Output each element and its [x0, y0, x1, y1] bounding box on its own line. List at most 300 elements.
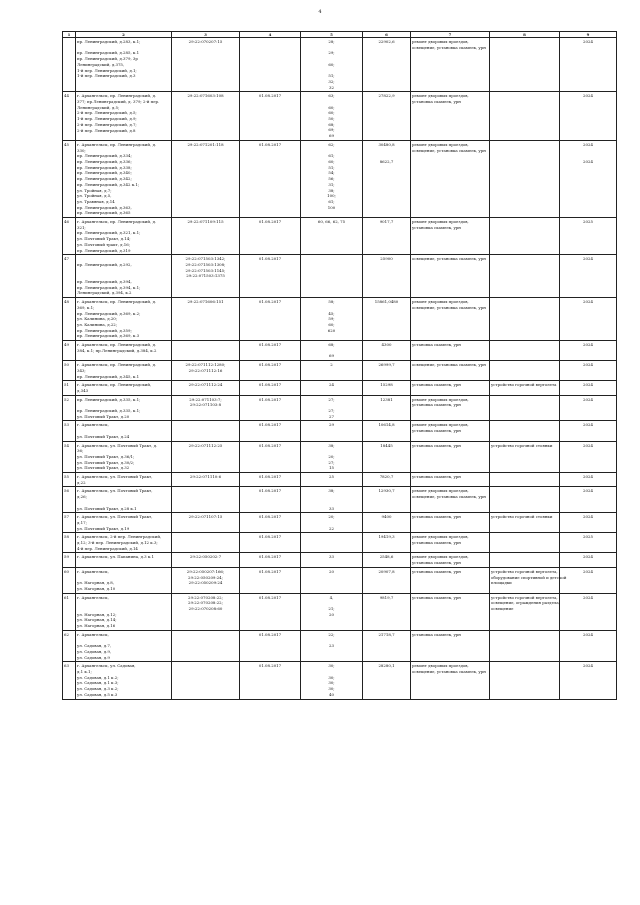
area-cell [363, 361, 411, 381]
area-cell [363, 92, 411, 141]
cell-text: 01.08.2017 [258, 442, 282, 448]
cell-line: пр. Ленинградский, д.319 [77, 247, 131, 253]
cell-line: 2-й пер. Ленинградский, д.5; [77, 110, 137, 116]
cell-line: установка скамеек, урн [412, 224, 461, 230]
cadastral-number-cell [172, 662, 240, 699]
date-cell [240, 533, 301, 553]
year-cell [560, 662, 617, 699]
cadastral-number-cell [172, 513, 240, 533]
cell-line: освещение, установка скамеек, урн [412, 669, 486, 675]
table-row [63, 630, 617, 662]
area-cell [363, 630, 411, 662]
cell-line: ремонт дворовых проездов, [412, 93, 469, 99]
cell-line: освещение [491, 606, 514, 612]
cell-line: 100; [327, 193, 336, 199]
year-cell [560, 593, 617, 630]
additional-works-cell [490, 567, 567, 593]
cell-line: 2024 [583, 141, 593, 147]
cell-line: д.343 [77, 387, 89, 393]
cell-line: 38; [328, 187, 335, 193]
cell-line: пр. Ленинградский, д.363, [77, 204, 132, 210]
additional-works-cell [490, 341, 560, 361]
cell-line: 29:22:071112:24 [188, 382, 223, 388]
date-cell [240, 513, 301, 533]
cell-text: 01.08.2017 [258, 568, 282, 574]
table-row [63, 441, 617, 473]
cell-line: 61; [328, 198, 335, 204]
additional-works-cell [490, 298, 560, 341]
house-count-cell [301, 567, 363, 593]
house-count-cell [301, 341, 363, 361]
cell-line: 21; [328, 606, 335, 612]
column-header: 8 [490, 32, 560, 38]
additional-works-cell [490, 630, 560, 662]
cell-line: 321; [77, 224, 86, 230]
column-header: 3 [172, 32, 240, 38]
cell-line: 2024 [583, 342, 593, 348]
cell-line: 31; [328, 181, 335, 187]
cell-text: 55 [64, 474, 69, 480]
row-number [63, 38, 76, 92]
cell-line: 60, 66, 62, 75 [317, 219, 346, 225]
area-cell [363, 421, 411, 441]
area-cell [363, 533, 411, 553]
address-cell [76, 361, 172, 381]
cell-line: д.17; [77, 519, 87, 525]
row-number [63, 92, 76, 141]
cell-line: 25900 [380, 256, 393, 262]
area-cell [363, 218, 411, 255]
cell-line: ул. Нагорная, д.10 [77, 585, 116, 591]
cell-line: ул. Почтовый Тракт, д.30/2; [77, 459, 135, 465]
cell-line: 32; [328, 78, 335, 84]
cell-line: 2-й пер. Ленинградский, д.7; [77, 121, 137, 127]
table-row [63, 533, 617, 553]
cell-line: установка скамеек, урн [412, 428, 461, 434]
cell-line: 29:22:071107:15 [188, 514, 223, 520]
cell-text: 01.08.2017 [258, 514, 282, 520]
cell-line: пр. Ленинградский, д.342; [77, 176, 132, 182]
row-number [63, 630, 76, 662]
cell-line: 33 [329, 505, 334, 511]
cell-line: пр. Ленинградский, д.335, к.1; [77, 396, 141, 402]
cell-line: пр. Ленинградский, д.365 [77, 210, 131, 216]
cell-line: установка скамеек, урн [412, 540, 461, 546]
additional-works-cell [490, 361, 560, 381]
address-cell [76, 395, 172, 421]
cell-line: 29:22:071606:151 [187, 299, 224, 305]
cell-line: ул. Тройная, д.5, [77, 193, 112, 199]
address-cell [76, 381, 172, 395]
cell-line: 29:22:071103:7; [189, 396, 222, 402]
cell-line: 56; [328, 176, 335, 182]
house-count-cell [301, 361, 363, 381]
cell-text: 01.08.2017 [258, 362, 282, 368]
cell-line: ремонт дворовых проездов, [412, 663, 469, 669]
cell-line: 4-й пер. Ленинградский, д.14 [77, 545, 138, 551]
cadastral-number-cell [172, 341, 240, 361]
cell-line: д.22 [77, 479, 86, 485]
cell-line: освещение, установка скамеек, урн [412, 256, 486, 262]
cell-line: 2024 [583, 474, 593, 480]
address-cell [76, 513, 172, 533]
cell-line: ул. Почтовый Тракт, д.19 [77, 525, 130, 531]
cell-line: 30; [328, 680, 335, 686]
cell-line: 28280,1 [378, 663, 395, 669]
cell-line: 60; [328, 158, 335, 164]
cell-line: ул. Нагорная, д.14; [77, 617, 117, 623]
date-cell [240, 421, 301, 441]
cell-line: 45; [328, 310, 335, 316]
cell-line: 4, [329, 594, 334, 600]
cell-line: пр. Ленинградский, д.283, к.1; [77, 39, 141, 44]
additional-works-cell [490, 421, 560, 441]
row-number [63, 395, 76, 421]
additional-works-cell [490, 38, 560, 92]
cell-line: установка скамеек, урн [412, 514, 461, 520]
table-row [63, 513, 617, 533]
house-count-cell [301, 487, 363, 513]
cell-line: установка скамеек, урн [412, 568, 461, 574]
cell-line: 15298 [380, 382, 393, 388]
cadastral-number-cell [172, 421, 240, 441]
cell-line: 58; [328, 299, 335, 305]
cell-text: 01.08.2017 [258, 554, 282, 560]
cell-line: 1-й пер. Ленинградский, д.1; [77, 67, 137, 73]
cell-line: 29:22:071503:1375 [186, 273, 225, 279]
cell-line: 2024 [583, 514, 593, 520]
date-cell [240, 140, 301, 217]
cell-line: г. Архангельск, [77, 568, 109, 574]
cell-line: 27 [329, 413, 334, 419]
year-cell [560, 630, 617, 662]
cell-line: устройство горочной стоянки [491, 442, 553, 448]
address-cell [76, 473, 172, 487]
works-cell [411, 441, 490, 473]
cell-line: ремонт дворовых проездов, [412, 422, 469, 428]
column-header: 2 [76, 32, 172, 38]
works-cell [411, 361, 490, 381]
cell-line: 20; [328, 453, 335, 459]
cell-text: 57 [64, 514, 69, 520]
house-count-cell [301, 593, 363, 630]
address-cell [76, 567, 172, 593]
cell-line: 29:22:071201:118 [187, 141, 224, 147]
cell-line: установка скамеек, урн [412, 594, 461, 600]
cell-line: 29:22:071103:8 [189, 402, 222, 408]
cell-line: ремонт дворовых проездов, [412, 39, 469, 44]
cadastral-number-cell [172, 630, 240, 662]
row-number [63, 361, 76, 381]
cell-line: 2024 [583, 442, 593, 448]
year-cell [560, 513, 617, 533]
cell-line: г. Архангельск, ул. Почтовый Тракт, д. [77, 442, 158, 448]
cell-line: освещение, установка скамеек, урн [412, 494, 486, 500]
works-cell [411, 553, 490, 567]
cell-line: 29; [328, 50, 335, 56]
cell-line: ул. Садовая, д.5 к.3 [77, 691, 118, 697]
row-number [63, 567, 76, 593]
cell-line: 68; [328, 121, 335, 127]
cell-line: 22; [328, 631, 335, 637]
cell-line: ул. Нагорная, д.16 [77, 623, 116, 629]
cell-line: освещение, установка скамеек, урн [412, 304, 486, 310]
additional-works-cell [490, 553, 560, 567]
cell-text: 52 [64, 396, 69, 402]
cell-text: 01.08.2017 [258, 299, 282, 305]
cell-line: ул. Садовая, д.9 [77, 654, 110, 660]
cell-line: 9400 [381, 514, 392, 520]
cell-line: 343; [77, 367, 86, 373]
cell-line: пр. Ленинградский, д.321, к.1; [77, 230, 141, 236]
cadastral-number-cell [172, 218, 240, 255]
address-cell [76, 140, 172, 217]
cell-line: 63; [328, 93, 335, 99]
date-cell [240, 218, 301, 255]
cell-line: 2024 [583, 362, 593, 368]
works-cell [411, 395, 490, 421]
year-cell [560, 298, 617, 341]
cell-line: ул. Почтовый Тракт, д.28 к.1 [77, 505, 137, 511]
date-cell [240, 255, 301, 298]
cell-line: оборудование спортивной и детской [491, 574, 567, 580]
address-cell [76, 218, 172, 255]
cell-line: 27; [328, 408, 335, 414]
table-row [63, 140, 617, 217]
address-cell [76, 662, 172, 699]
cell-text: 59 [64, 554, 69, 560]
cell-line: пр. Ленинградский, д.369, к.3 [77, 333, 140, 339]
cell-text: 63 [64, 663, 69, 669]
date-cell [240, 473, 301, 487]
area-cell [363, 473, 411, 487]
cell-line: ул. Садовая, д.3 к.2; [77, 686, 119, 692]
cell-line: 21718,7 [378, 631, 395, 637]
table-row [63, 593, 617, 630]
cadastral-number-cell [172, 38, 240, 92]
cell-line: ул. Садовая, д.1 к.2; [77, 674, 119, 680]
cadastral-number-cell [172, 533, 240, 553]
house-count-cell [301, 395, 363, 421]
address-cell [76, 593, 172, 630]
cadastral-number-cell [172, 381, 240, 395]
cell-line: г. Архангельск, 2-й пер. Ленинградский, [77, 534, 162, 540]
cell-line: г. Архангельск, пр. Ленинградский, [77, 382, 152, 388]
house-count-cell [301, 38, 363, 92]
works-cell [411, 298, 490, 341]
house-count-cell [301, 140, 363, 217]
cell-text: 60 [64, 568, 69, 574]
cell-line: 20; [328, 514, 335, 520]
year-cell [560, 421, 617, 441]
row-number [63, 298, 76, 341]
table-row [63, 218, 617, 255]
cell-text: 01.08.2017 [258, 342, 282, 348]
cell-line: 377; пр.Ленинградский, д. 379; 2-й пер. [77, 98, 160, 104]
additional-works-cell [490, 441, 560, 473]
cell-line: установка скамеек, урн [412, 382, 461, 388]
additional-works-cell [490, 487, 560, 513]
date-cell [240, 298, 301, 341]
year-cell [560, 255, 617, 298]
cell-line: 22 [329, 525, 334, 531]
cadastral-number-cell [172, 255, 240, 298]
cell-line: Ленинградский, д.5; [77, 104, 120, 110]
year-cell [560, 140, 617, 217]
cell-line: 36; [77, 448, 84, 454]
cell-line: 2024 [583, 382, 593, 388]
address-cell [76, 553, 172, 567]
cell-line: ремонт дворовых проездов, [412, 534, 469, 540]
cell-line: 29:22:071503:1308; [185, 261, 226, 267]
cell-line: ул. Почтовый Тракт, д.32 [77, 465, 130, 471]
cell-line: д.1 к.1; [77, 669, 92, 675]
works-cell [411, 92, 490, 141]
additional-works-cell [490, 395, 560, 421]
cell-line: 60; [328, 104, 335, 110]
row-number [63, 441, 76, 473]
table-row [63, 341, 617, 361]
cell-line: устройство горочной стоянки [491, 514, 553, 520]
cell-line: освещение, ограждения раздела, [491, 600, 560, 606]
additional-works-cell [490, 381, 560, 395]
cell-line: 9017,7 [379, 219, 394, 225]
table-row [63, 662, 617, 699]
table-row [63, 567, 617, 593]
cell-line: ремонт дворовых проездов, [412, 141, 469, 147]
cell-line: 29:22:071603:108 [187, 93, 224, 99]
cell-line: ул. Тройная, д.7; [77, 187, 112, 193]
cell-line: 59; [328, 316, 335, 322]
cell-line: 1-й пер. Ленинградский, д.3 [77, 73, 136, 79]
year-cell [560, 567, 617, 593]
cell-line: пр. Ленинградский, д.345, к.1 [77, 373, 140, 379]
cadastral-number-cell [172, 593, 240, 630]
cell-line [302, 256, 361, 262]
cell-line: ул. Почтовый тракт, д.16; [77, 241, 131, 247]
address-cell [76, 533, 172, 553]
cell-line: г. Архангельск, ул. Почтовый Тракт, [77, 488, 153, 494]
cell-line: 2-й пер. Ленинградский, д.8 [77, 127, 136, 133]
cell-line: пр. Ленинградский, д.394, [77, 279, 132, 285]
cadastral-number-cell [172, 567, 240, 593]
works-cell [411, 38, 490, 92]
cell-text: 01.08.2017 [258, 663, 282, 669]
cell-line: 2025 [583, 219, 593, 225]
cell-text: 01.08.2017 [258, 631, 282, 637]
cell-line: устройство горочной вертолета, [491, 568, 558, 574]
cell-line: 29:22:071112:1280; [185, 362, 226, 368]
cell-line: д.26; [77, 494, 87, 500]
cell-line: 20 [329, 568, 334, 574]
cell-line: ремонт дворовых проездов, [412, 219, 469, 225]
cell-line: 33 [329, 554, 334, 560]
cell-text: 01.08.2017 [258, 93, 282, 99]
cadastral-number-cell [172, 92, 240, 141]
row-number [63, 533, 76, 553]
cell-line: 27; [328, 459, 335, 465]
year-cell [560, 92, 617, 141]
works-cell [411, 218, 490, 255]
cell-line: пр. Ленинградский, д.336; [77, 159, 132, 164]
year-cell [560, 395, 617, 421]
cell-line: 29:22:050202:7 [189, 554, 222, 560]
cell-line: г. Архангельск, ул. Садовая, [77, 663, 136, 669]
cell-line: 27822,9 [378, 93, 395, 99]
cell-line: 38; [328, 442, 335, 448]
cell-line: пр. Ленинградский, д.369, к.2; [77, 310, 141, 316]
date-cell [240, 38, 301, 92]
cell-line: г. Архангельск, ул. Почтовый Тракт, [77, 514, 153, 520]
address-cell [76, 421, 172, 441]
cell-line: 50; [328, 116, 335, 122]
row-number [63, 381, 76, 395]
cell-line: 29:22:070208:60 [188, 606, 223, 612]
cell-line: 29:22:070208:22; [188, 594, 223, 600]
cell-line: 2025 [583, 534, 593, 540]
cell-line: пр. Ленинградский, д.292, [77, 261, 132, 267]
cell-line: 620 [327, 327, 336, 333]
cadastral-number-cell [172, 140, 240, 217]
cell-line: г. Архангельск, пр. Ленинградский, д. [77, 342, 157, 348]
cell-line: освещение, установка скамеек, урн [412, 362, 486, 368]
cell-text: 48 [64, 299, 69, 305]
cell-line: 29:22:071503:1145; [185, 267, 226, 273]
cell-line: 19419,3 [378, 534, 395, 540]
cell-line: 18445 [380, 442, 393, 448]
cell-line: 32 [329, 84, 334, 90]
cell-line: пр. Ленинградский, д.334; [77, 153, 132, 159]
cadastral-number-cell [172, 395, 240, 421]
area-cell [363, 298, 411, 341]
cell-text: 01.08.2017 [258, 594, 282, 600]
cell-line: 30480,8 [378, 141, 395, 147]
cell-line: 54; [328, 170, 335, 176]
house-count-cell [301, 630, 363, 662]
house-count-cell [301, 473, 363, 487]
area-cell [363, 513, 411, 533]
cell-line: ул. Почтовый Тракт, д.14; [77, 236, 131, 242]
row-number [63, 662, 76, 699]
cell-line: освещение, установка скамеек, урн [412, 147, 486, 153]
column-header: 5 [301, 32, 363, 38]
year-cell [560, 533, 617, 553]
cadastral-number-cell [172, 361, 240, 381]
row-number [63, 513, 76, 533]
cell-line: 8622,7 [379, 158, 394, 164]
cell-line: г. Архангельск, пр. Ленинградский, д. [77, 93, 157, 99]
cell-line: 9819,7 [379, 594, 394, 600]
cell-line: 62; [328, 141, 335, 147]
table-row [63, 92, 617, 141]
cell-line: установка скамеек, урн [412, 631, 461, 637]
year-cell [560, 361, 617, 381]
cell-line: пр. Ленинградский, д.379, 3р [77, 56, 138, 62]
house-count-cell [301, 513, 363, 533]
cell-line: 29:22:071112:16 [188, 367, 223, 373]
cell-line: 2024 [583, 631, 593, 637]
cell-text: 01.08.2017 [258, 141, 282, 147]
cell-line: г. Архангельск, [77, 422, 109, 428]
cell-text: 01.08.2017 [258, 534, 282, 540]
house-count-cell [301, 553, 363, 567]
house-count-cell [301, 662, 363, 699]
cell-line: 20 [329, 611, 334, 617]
cell-line: ул. Почтовый Тракт, д.20 [77, 413, 130, 419]
row-number [63, 421, 76, 441]
cell-text: 01.08.2017 [258, 256, 282, 262]
cell-line: ремонт дворовых проездов, [412, 488, 469, 494]
